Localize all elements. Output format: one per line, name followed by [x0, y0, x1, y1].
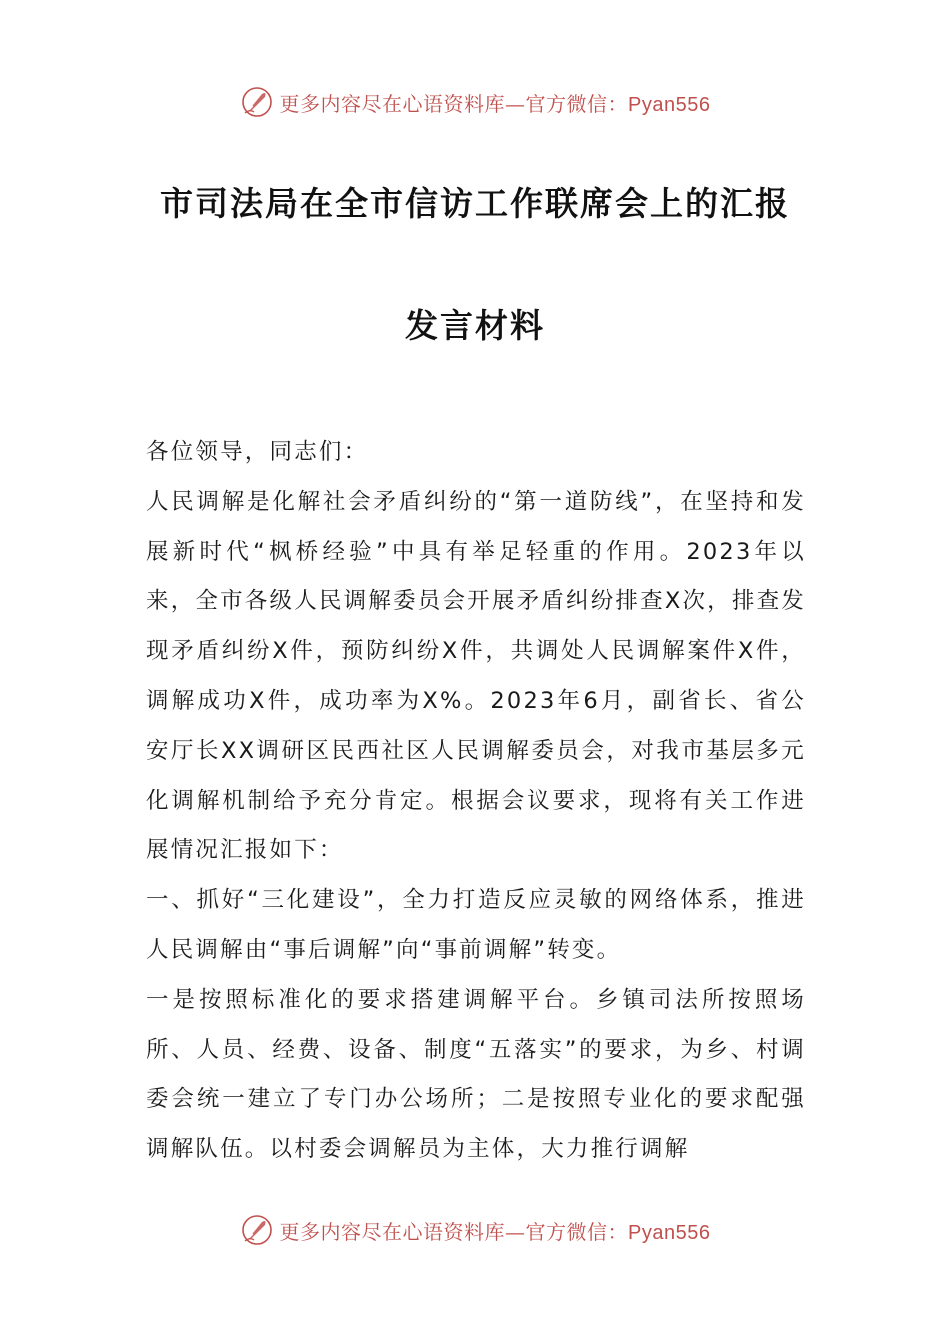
body-paragraph: 一是按照标准化的要求搭建调解平台。乡镇司法所按照场所、人员、经费、设备、制度“五落实”的要求，为乡、村调委会统一建立了专门办公场所；二是按照专业化的要求配强调解队伍。以村委会调解员为主体，大力推行调解 [146, 986, 806, 1163]
document-body [146, 428, 806, 1175]
document-title-line-2: 发言材料 [405, 306, 545, 345]
greeting-paragraph: 各位领导，同志们： [146, 439, 369, 465]
body-paragraph: 人民调解是化解社会矛盾纠纷的“第一道防线”，在坚持和发展新时代“枫桥经验”中具有举足轻重的作用。2023年以来，全市各级人民调解委员会开展矛盾纠纷排查X次，排查发现矛盾纠纷X件，预防纠纷X件，共调处人民调解案件X件，调解成功X件，成功率为X%。2023年6月，副省长、省公安厅长XX调研区民西社区人民调解委员会，对我市基层多元化调解机制给予充分肯定。根据会议要求，现将有关工作进展情况汇报如下： [146, 488, 806, 864]
header-wechat-id: Pyan556 [628, 93, 711, 116]
footer-watermark-banner [0, 1210, 950, 1250]
footer-wechat-id: Pyan556 [628, 1221, 711, 1244]
quill-pen-logo-icon [240, 1213, 274, 1247]
header-watermark-text: 更多内容尽在心语资料库—官方微信：Pyan556 [279, 91, 711, 116]
header-watermark-banner [0, 82, 950, 122]
section-heading-paragraph: 一、抓好“三化建设”，全力打造反应灵敏的网络体系，推进人民调解由“事后调解”向“事前调解”转变。 [146, 887, 806, 963]
document-title-line-1: 市司法局在全市信访工作联席会上的汇报 [160, 184, 790, 223]
footer-watermark-text: 更多内容尽在心语资料库—官方微信：Pyan556 [279, 1219, 711, 1244]
quill-pen-logo-icon [240, 85, 274, 119]
